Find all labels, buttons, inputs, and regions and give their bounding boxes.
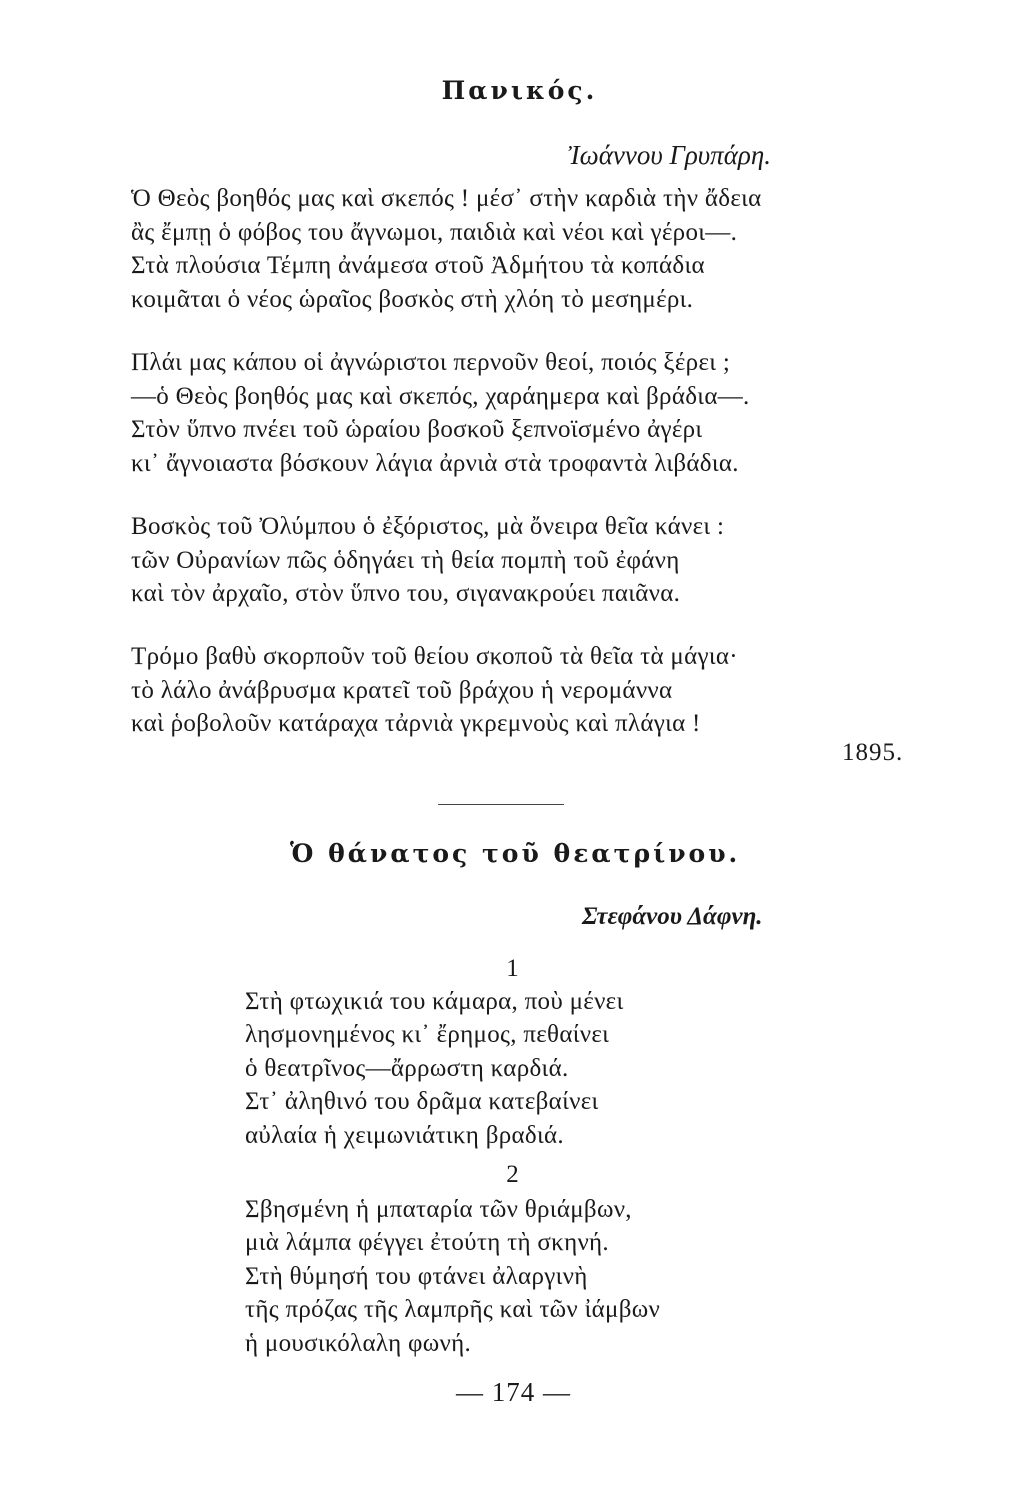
verse-line: τὸ λάλο ἀνάβρυσμα κρατεῖ τοῦ βράχου ἡ νερομάννα — [131, 676, 673, 704]
poem1-year: 1895. — [842, 739, 904, 766]
verse-line: λησμονημένος κι᾽ ἔρημος, πεθαίνει — [245, 1021, 610, 1049]
verse-line: καὶ τὸν ἀρχαῖο, στὸν ὕπνο του, σιγανακρούει παιᾶνα. — [131, 580, 681, 607]
page-number: — 174 — — [456, 1377, 571, 1407]
verse-line: Πλάι μας κάπου οἱ ἀγνώριστοι περνοῦν θεοί, ποιός ξέρει ; — [131, 349, 731, 376]
verse-line: —ὁ Θεὸς βοηθός μας καὶ σκεπός, χαράημερα καὶ βράδια—. — [131, 382, 750, 410]
verse-line: ἡ μουσικόλαλη φωνή. — [245, 1329, 472, 1357]
verse-line: τῶν Οὐρανίων πῶς ὁδηγάει τὴ θεία πομπὴ τοῦ ἐφάνη — [131, 546, 680, 574]
verse-line: τῆς πρόζας τῆς λαμπρῆς καὶ τῶν ἰάμβων — [245, 1296, 661, 1324]
poem1-stanza-2 — [131, 346, 750, 480]
verse-line: Στὴ θύμησή του φτάνει ἀλαργινὴ — [245, 1262, 588, 1290]
verse-line: Στὴ φτωχικιά του κάμαρα, ποὺ μένει — [245, 988, 624, 1015]
section-divider — [438, 804, 564, 805]
verse-line: Στὸν ὕπνο πνέει τοῦ ὡραίου βοσκοῦ ξεπνοϊσμένο ἀγέρι — [131, 416, 703, 443]
poem2-section-1 — [245, 985, 624, 1152]
poem1-stanza-1 — [131, 182, 762, 316]
verse-line: μιὰ λάμπα φέγγει ἐτούτη τὴ σκηνή. — [245, 1229, 609, 1257]
verse-line: ὁ θεατρῖνος—ἄρρωστη καρδιά. — [245, 1054, 569, 1082]
verse-line: Σβησμένη ἡ μπαταρία τῶν θριάμβων, — [245, 1196, 632, 1223]
verse-line: κοιμᾶται ὁ νέος ὡραῖος βοσκὸς στὴ χλόη τὸ μεσημέρι. — [131, 285, 694, 313]
verse-line: Στὰ πλούσια Τέμπη ἀνάμεσα στοῦ Ἀδμήτου τὰ κοπάδια — [131, 252, 705, 279]
poem1-author: Ἰωάννου Γρυπάρη. — [568, 140, 771, 170]
verse-line: καὶ ῥοβολοῦν κατάραχα τἀρνιὰ γκρεμνοὺς καὶ πλάγια ! — [131, 710, 701, 737]
poem2-section-2 — [245, 1193, 660, 1360]
poem1-title: Πανικός. — [441, 76, 598, 105]
poem2-title: Ὁ θάνατος τοῦ θεατρίνου. — [290, 839, 741, 868]
poem1-stanza-4 — [131, 640, 738, 741]
verse-line: κι᾽ ἄγνοιαστα βόσκουν λάγια ἀρνιὰ στὰ τροφαντὰ λιβάδια. — [131, 449, 739, 477]
verse-line: αὐλαία ἡ χειμωνιάτικη βραδιά. — [245, 1121, 564, 1149]
poem2-section-number-2: 2 — [506, 1161, 519, 1188]
verse-line: ἂς ἔμπῃ ὁ φόβος του ἄγνωμοι, παιδιὰ καὶ νέοι καὶ γέροι—. — [131, 218, 738, 246]
verse-line: Στ᾽ ἀληθινό του δρᾶμα κατεβαίνει — [245, 1088, 599, 1116]
verse-line: Βοσκὸς τοῦ Ὀλύμπου ὁ ἐξόριστος, μὰ ὄνειρα θεῖα κάνει : — [131, 513, 725, 540]
verse-line: Τρόμο βαθὺ σκορποῦν τοῦ θείου σκοποῦ τὰ θεῖα τὰ μάγια· — [131, 643, 738, 670]
poem1-stanza-3 — [131, 510, 724, 611]
poem2-author: Στεφάνου Δάφνη. — [582, 903, 763, 930]
poem2-section-number-1: 1 — [506, 955, 519, 982]
verse-line: Ὁ Θεὸς βοηθός μας καὶ σκεπός ! μέσ᾽ στὴν καρδιὰ τὴν ἄδεια — [131, 185, 762, 212]
